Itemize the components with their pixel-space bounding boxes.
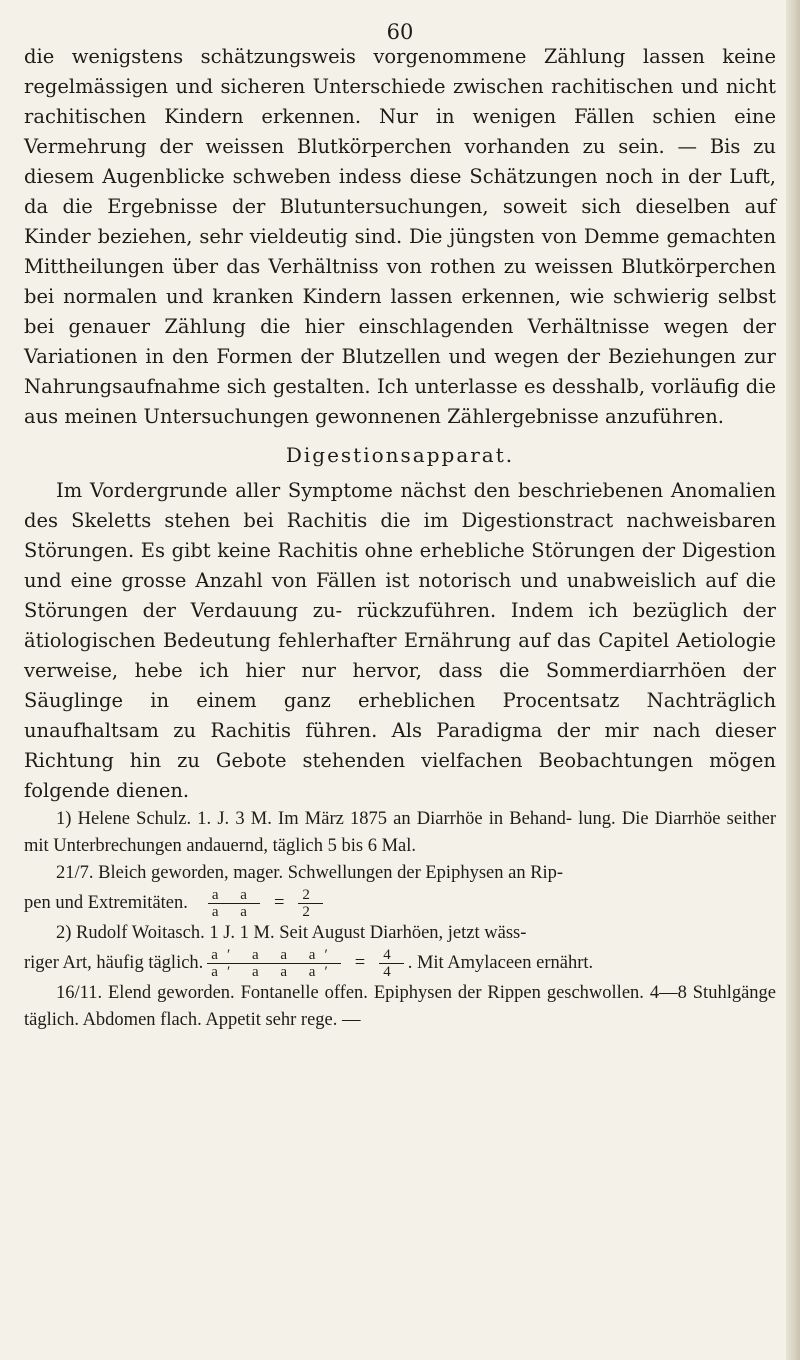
- section-heading: Digestionsapparat.: [285, 443, 515, 467]
- case-1-formula: pen und Extremitäten. $\frac{\text{a a}}{\text{a a}}$ = $\frac{2}{2}$: [24, 887, 776, 920]
- case-2: [24, 920, 776, 1034]
- paragraph-digestion: Im Vordergrunde aller Symptome nächst den beschriebenen Anomalien des Skeletts stehen bei Rachitis die im Digestionstract nachweisbaren Störungen. Es gibt keine Rachitis ohne erhebliche Störungen der Digestion und eine grosse Anzahl von Fällen ist notorisch und unabweislich auf die Störungen der Verdauung zu- rückzuführen. Indem ich bezüglich der ätiologischen Bedeutung fehlerhafter Ernährung auf das Capitel Aetiologie verweise, hebe ich hier nur hervor, dass die Sommerdiarrhöen der Säuglinge in einem ganz erheblichen Procentsatz Nachträglich unaufhaltsam zu Rachitis führen. Als Paradigma der mir nach dieser Richtung hin zu Gebote stehenden vielfachen Beobachtungen mögen folgende dienen.: [24, 479, 777, 802]
- page-body: [24, 42, 776, 1034]
- case-1-text: 1) Helene Schulz. 1. J. 3 M. Im März 1875 an Diarrhöe in Behand- lung. Die Diarrhöe seither mit Unterbrechungen andauernd, täglich 5 bis 6 Mal.: [24, 809, 776, 856]
- case-2-text: 2) Rudolf Woitasch. 1 J. 1 M. Seit August Diarhöen, jetzt wäss-: [56, 923, 527, 943]
- case-1: [24, 806, 776, 920]
- case-2-formula: riger Art, häufig täglich. $\frac{\text{a′ a a a′}}{\text{a′ a a a′}}$ = $\frac{4}{4}$ . Mit Amylaceen ernährt.: [24, 947, 594, 980]
- paragraph-blood-counts: die wenigstens schätzungsweis vorgenommene Zählung lassen keine regelmässigen und sicheren Unterschiede zwischen rachitischen und nicht rachitischen Kindern erkennen. Nur in wenigen Fällen schien eine Vermehrung der weissen Blutkörperchen vorhanden zu sein. — Bis zu diesem Augenblicke schweben indess diese Schätzungen noch in der Luft, da die Ergebnisse der Blutuntersuchungen, soweit sich dieselben auf Kinder beziehen, sehr vieldeutig sind. Die jüngsten von Demme gemachten Mittheilungen über das Verhältniss von rothen zu weissen Blutkörperchen bei normalen und kranken Kindern lassen erkennen, wie schwierig selbst bei genauer Zählung die hier einschlagenden Verhältnisse wegen der Variationen in den Formen der Blutzellen und wegen der Beziehungen zur Nahrungsaufnahme sich gestalten. Ich unterlasse es desshalb, vorläufig die aus meinen Untersuchungen gewonnenen Zählergebnisse anzuführen.: [24, 45, 777, 428]
- case-1-teeth-fraction: $\frac{\text{a a}}{\text{a a}}$: [208, 887, 260, 920]
- page-edge-shadow: [786, 0, 800, 1360]
- case-1-result-fraction: $\frac{2}{2}$: [298, 887, 323, 920]
- page-number: 60: [386, 20, 414, 44]
- case-1-followup: 21/7. Bleich geworden, mager. Schwellungen der Epiphysen an Rip-: [56, 863, 564, 883]
- case-2-teeth-fraction: $\frac{\text{a′ a a a′}}{\text{a′ a a a′}}$: [207, 947, 340, 980]
- case-2-result-fraction: $\frac{4}{4}$: [379, 947, 404, 980]
- case-2-followup: 16/11. Elend geworden. Fontanelle offen. Epiphysen der Rippen geschwollen. 4—8 Stuhlgänge täglich. Abdomen flach. Appetit sehr rege. —: [24, 983, 777, 1030]
